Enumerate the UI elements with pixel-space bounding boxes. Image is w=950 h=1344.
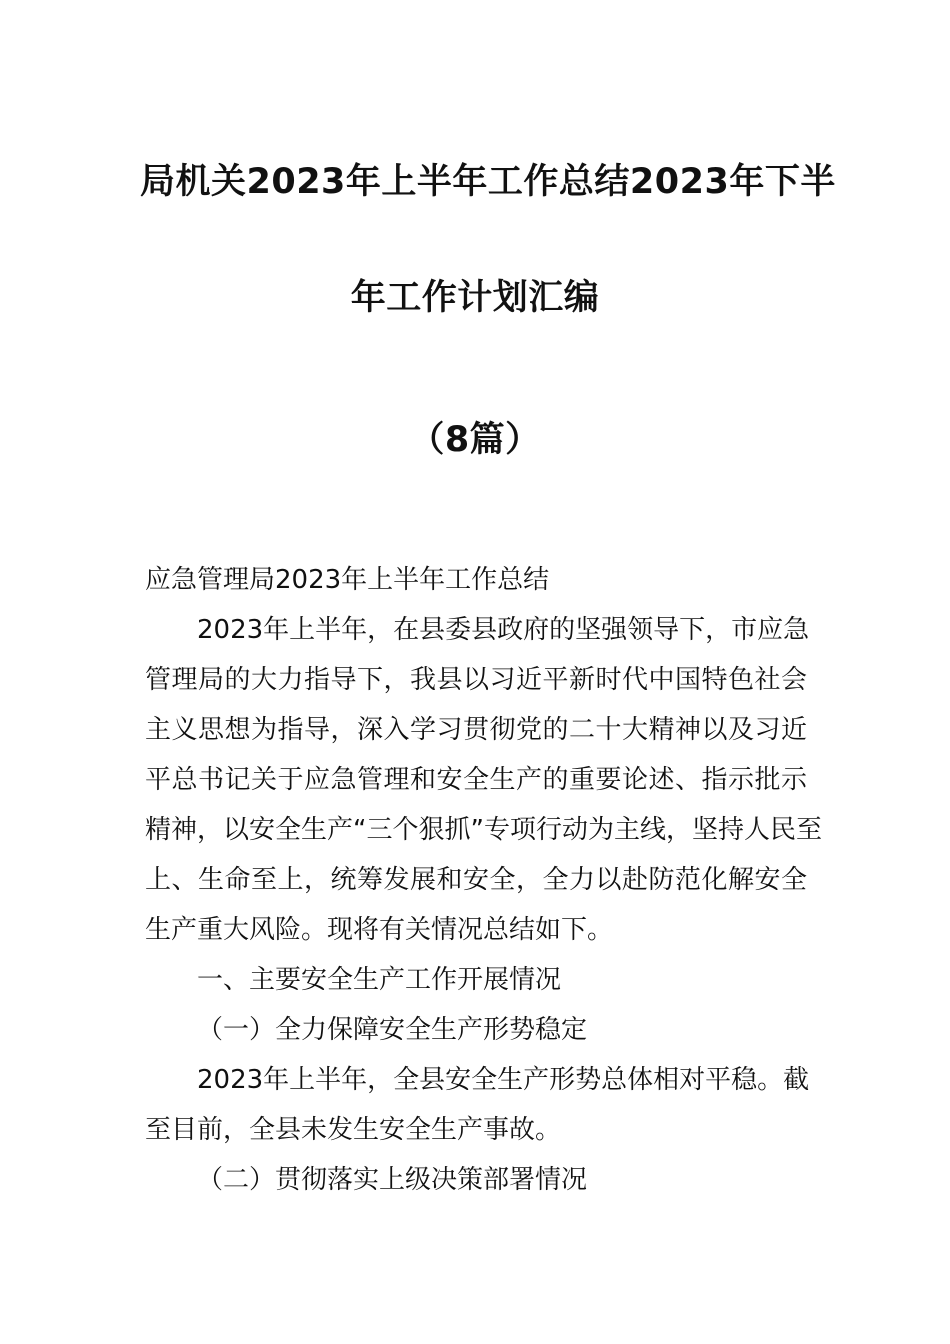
paragraph-line: 上、生命至上，统筹发展和安全，全力以赴防范化解安全 xyxy=(145,865,807,895)
paragraph-line: 精神，以安全生产“三个狠抓”专项行动为主线，坚持人民至 xyxy=(145,815,822,845)
paragraph-line: 生产重大风险。现将有关情况总结如下。 xyxy=(145,915,614,945)
document-title-line-2: 年工作计划汇编 xyxy=(350,278,600,318)
document-title-line-1: 局机关2023年上半年工作总结2023年下半 xyxy=(140,162,836,202)
paragraph-line: 平总书记关于应急管理和安全生产的重要论述、指示批示 xyxy=(145,765,807,795)
section-heading: 应急管理局2023年上半年工作总结 xyxy=(145,565,550,595)
paragraph-line: 至目前，全县未发生安全生产事故。 xyxy=(145,1115,562,1145)
paragraph-line: 管理局的大力指导下，我县以习近平新时代中国特色社会 xyxy=(145,665,807,695)
heading-level-2: （二）贯彻落实上级决策部署情况 xyxy=(197,1165,588,1195)
heading-level-1: 一、主要安全生产工作开展情况 xyxy=(197,965,562,995)
paragraph-line: 主义思想为指导，深入学习贯彻党的二十大精神以及习近 xyxy=(145,715,807,745)
paragraph-line: 2023年上半年，全县安全生产形势总体相对平稳。截 xyxy=(197,1065,810,1095)
document-subtitle: （8篇） xyxy=(409,420,541,460)
heading-level-2: （一）全力保障安全生产形势稳定 xyxy=(197,1015,588,1045)
paragraph-line: 2023年上半年，在县委县政府的坚强领导下，市应急 xyxy=(197,615,810,645)
